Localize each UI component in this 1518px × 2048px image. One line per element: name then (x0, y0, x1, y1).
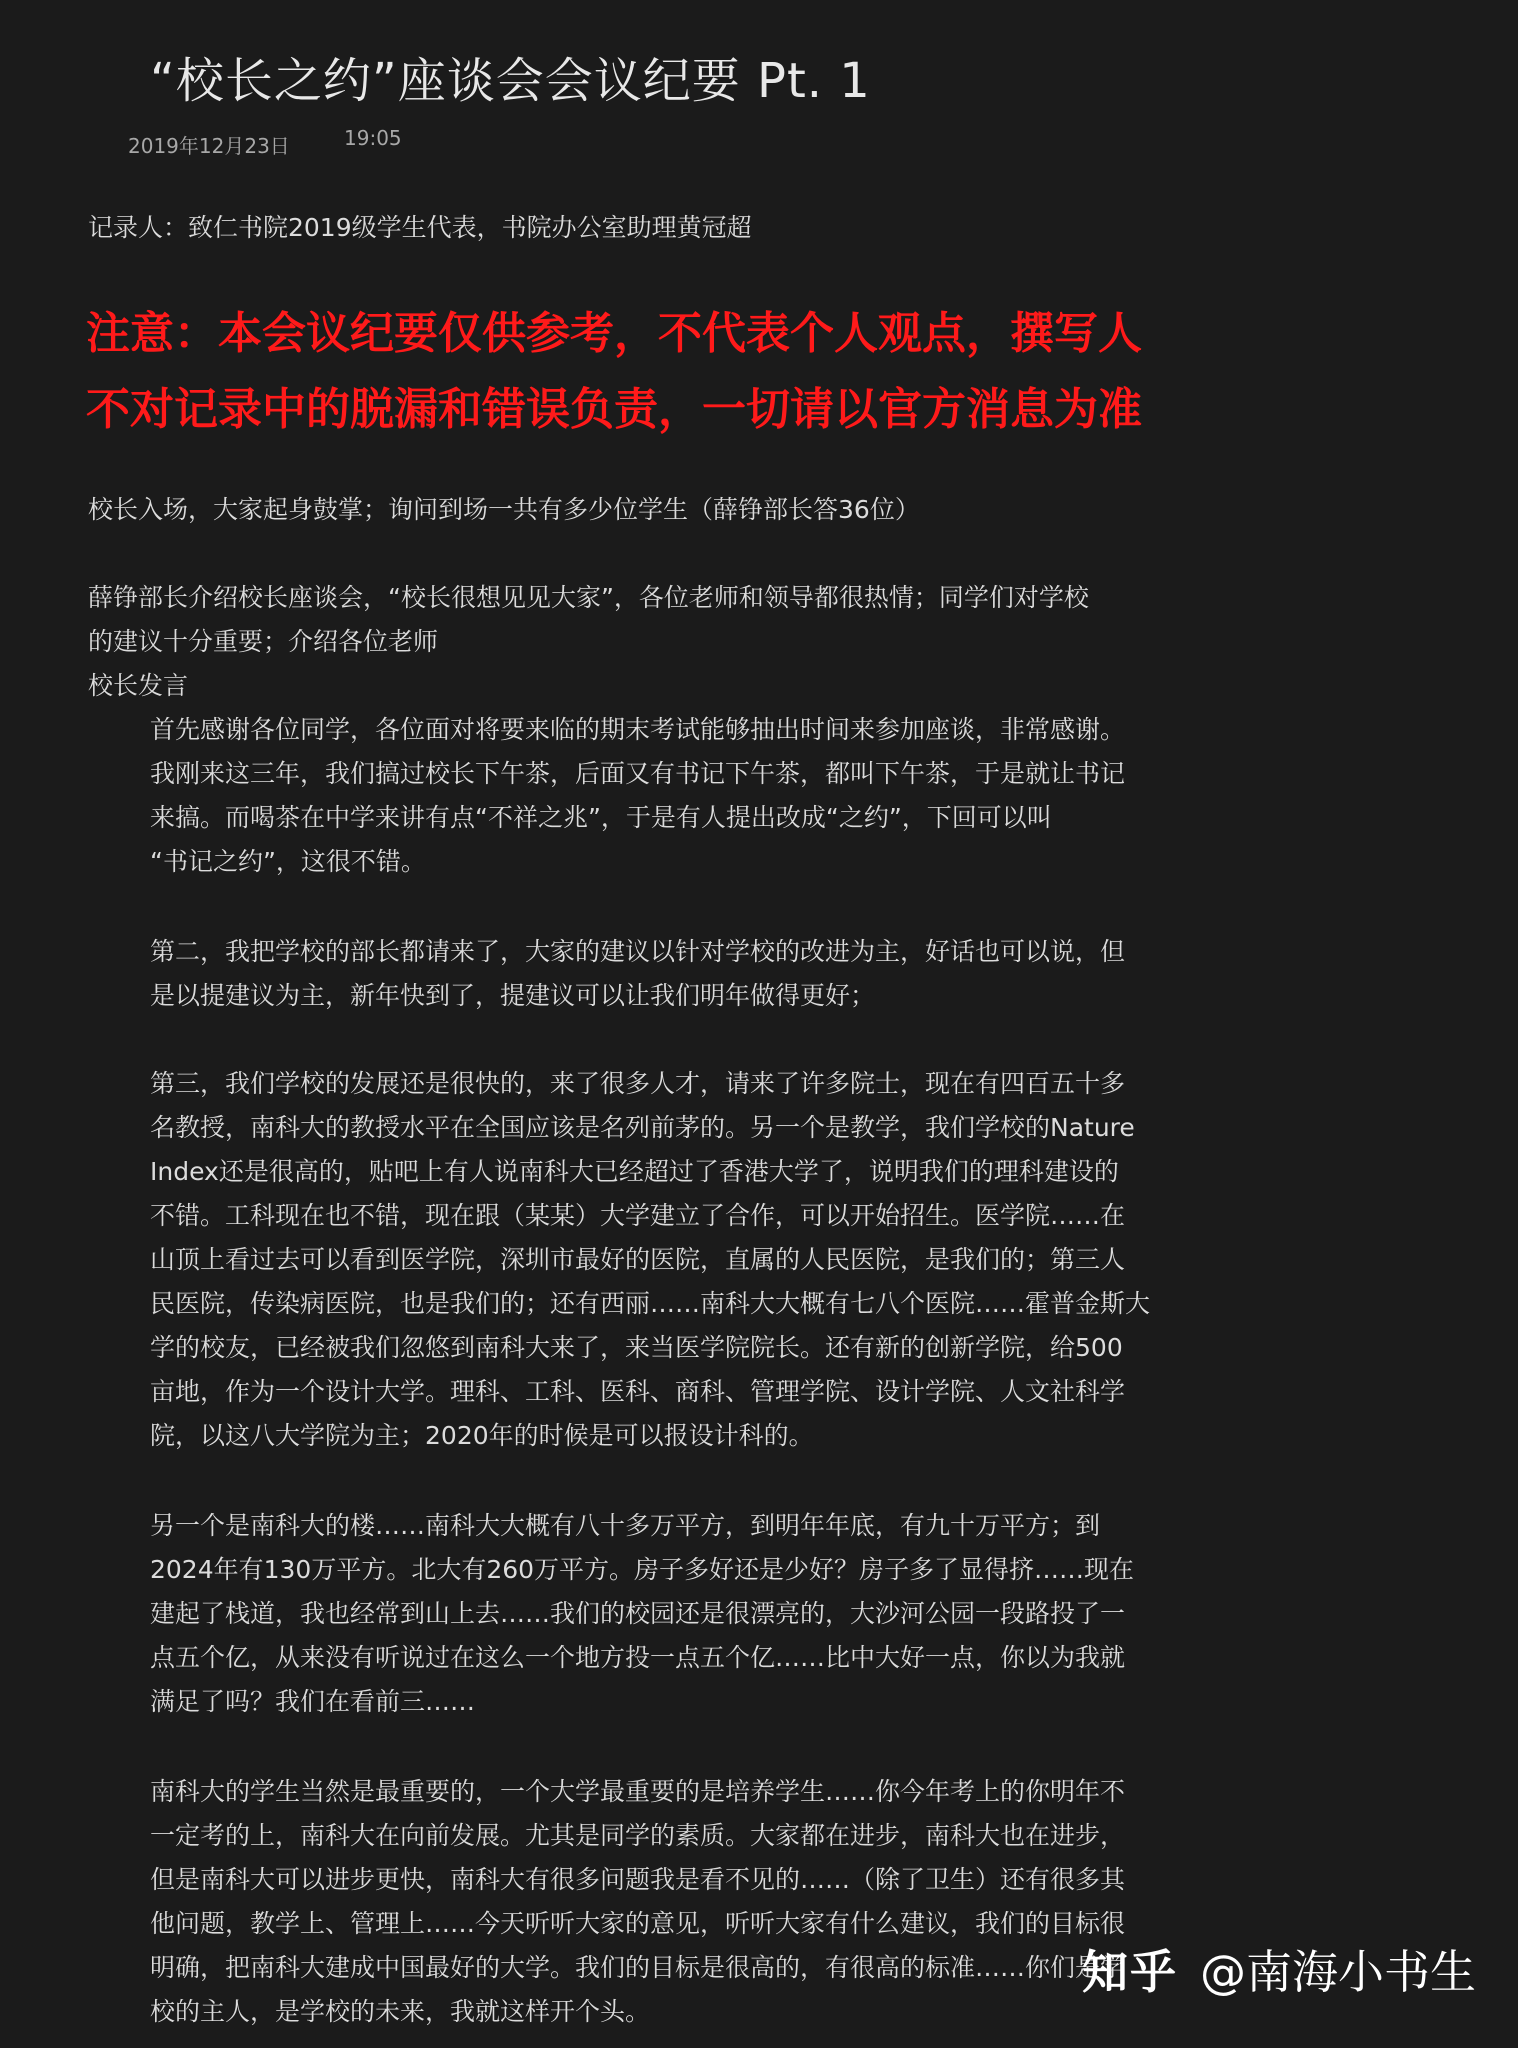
notice-line: 注意：本会议纪要仅供参考，不代表个人观点，撰写人 (86, 308, 1142, 359)
text-line: 第二，我把学校的部长都请来了，大家的建议以针对学校的改进为主，好话也可以说，但 (150, 937, 1126, 966)
post-time: 19:05 (344, 126, 402, 150)
text-line: 校长入场，大家起身鼓掌；询问到场一共有多少位学生（薛铮部长答36位） (88, 495, 920, 524)
text-line: 一定考的上，南科大在向前发展。尤其是同学的素质。大家都在进步，南科大也在进步， (150, 1821, 1126, 1850)
notice-line: 不对记录中的脱漏和错误负责，一切请以官方消息为准 (86, 384, 1142, 435)
text-line: 亩地，作为一个设计大学。理科、工科、医科、商科、管理学院、设计学院、人文社科学 (150, 1377, 1126, 1406)
paragraph-entrance (88, 488, 920, 532)
paragraph-thanks (150, 708, 1125, 884)
text-line: 满足了吗？我们在看前三…… (150, 1687, 476, 1716)
text-line: 我刚来这三年，我们搞过校长下午茶，后面又有书记下午茶，都叫下午茶，于是就让书记 (150, 759, 1126, 788)
text-line: “书记之约”，这很不错。 (150, 847, 426, 876)
text-line: 校的主人，是学校的未来，我就这样开个头。 (150, 1997, 651, 2026)
text-line: 2024年有130万平方。北大有260万平方。房子多好还是少好？房子多了显得挤……现在 (150, 1555, 1135, 1584)
text-line: 薛铮部长介绍校长座谈会，“校长很想见见大家”，各位老师和领导都很热情；同学们对学校 (88, 583, 1089, 612)
watermark-handle: @南海小书生 (1200, 1945, 1476, 1999)
paragraph-buildings (150, 1504, 1134, 1724)
paragraph-students (150, 1770, 1125, 2034)
text-line: 明确，把南科大建成中国最好的大学。我们的目标是很高的，有很高的标准……你们是学 (150, 1953, 1126, 1982)
text-line: 山顶上看过去可以看到医学院，深圳市最好的医院，直属的人民医院，是我们的；第三人 (150, 1245, 1126, 1274)
text-line: 他问题，教学上、管理上……今天听听大家的意见，听听大家有什么建议，我们的目标很 (150, 1909, 1126, 1938)
text-line: 不错。工科现在也不错，现在跟（某某）大学建立了合作，可以开始招生。医学院……在 (150, 1201, 1126, 1230)
paragraph-third (150, 1062, 1150, 1458)
paragraph-second (150, 930, 1125, 1018)
recorder-line: 记录人：致仁书院2019级学生代表，书院办公室助理黄冠超 (88, 213, 752, 242)
text-line: 是以提建议为主，新年快到了，提建议可以让我们明年做得更好； (150, 981, 876, 1010)
text-line: 点五个亿，从来没有听说过在这么一个地方投一点五个亿……比中大好一点，你以为我就 (150, 1643, 1126, 1672)
zhihu-watermark (1082, 1936, 1476, 2002)
post-date: 2019年12月23日 (128, 134, 290, 158)
text-line: 名教授，南科大的教授水平在全国应该是名列前茅的。另一个是教学，我们学校的Nature (150, 1113, 1135, 1142)
text-line: 第三，我们学校的发展还是很快的，来了很多人才，请来了许多院士，现在有四百五十多 (150, 1069, 1126, 1098)
page-title: “校长之约”座谈会会议纪要 Pt. 1 (150, 53, 871, 109)
text-line: 建起了栈道，我也经常到山上去……我们的校园还是很漂亮的，大沙河公园一段路投了一 (150, 1599, 1126, 1628)
text-line: Index还是很高的，贴吧上有人说南科大已经超过了香港大学了，说明我们的理科建设的 (150, 1157, 1119, 1186)
text-line: 的建议十分重要；介绍各位老师 (88, 627, 439, 656)
text-line: 校长发言 (88, 671, 189, 700)
text-line: 院，以这八大学院为主；2020年的时候是可以报设计科的。 (150, 1421, 814, 1450)
text-line: 民医院，传染病医院，也是我们的；还有西丽……南科大大概有七八个医院……霍普金斯大 (150, 1289, 1151, 1318)
text-line: 但是南科大可以进步更快，南科大有很多问题我是看不见的……（除了卫生）还有很多其 (150, 1865, 1126, 1894)
text-line: 南科大的学生当然是最重要的，一个大学最重要的是培养学生……你今年考上的你明年不 (150, 1777, 1126, 1806)
paragraph-introduction (88, 576, 1089, 708)
text-line: 来搞。而喝茶在中学来讲有点“不祥之兆”，于是有人提出改成“之约”，下回可以叫 (150, 803, 1052, 832)
watermark-brand: 知乎 (1082, 1945, 1178, 1999)
red-notice (86, 296, 1196, 448)
text-line: 首先感谢各位同学，各位面对将要来临的期末考试能够抽出时间来参加座谈，非常感谢。 (150, 715, 1126, 744)
text-line: 另一个是南科大的楼……南科大大概有八十多万平方，到明年年底，有九十万平方；到 (150, 1511, 1101, 1540)
text-line: 学的校友，已经被我们忽悠到南科大来了，来当医学院院长。还有新的创新学院，给500 (150, 1333, 1123, 1362)
